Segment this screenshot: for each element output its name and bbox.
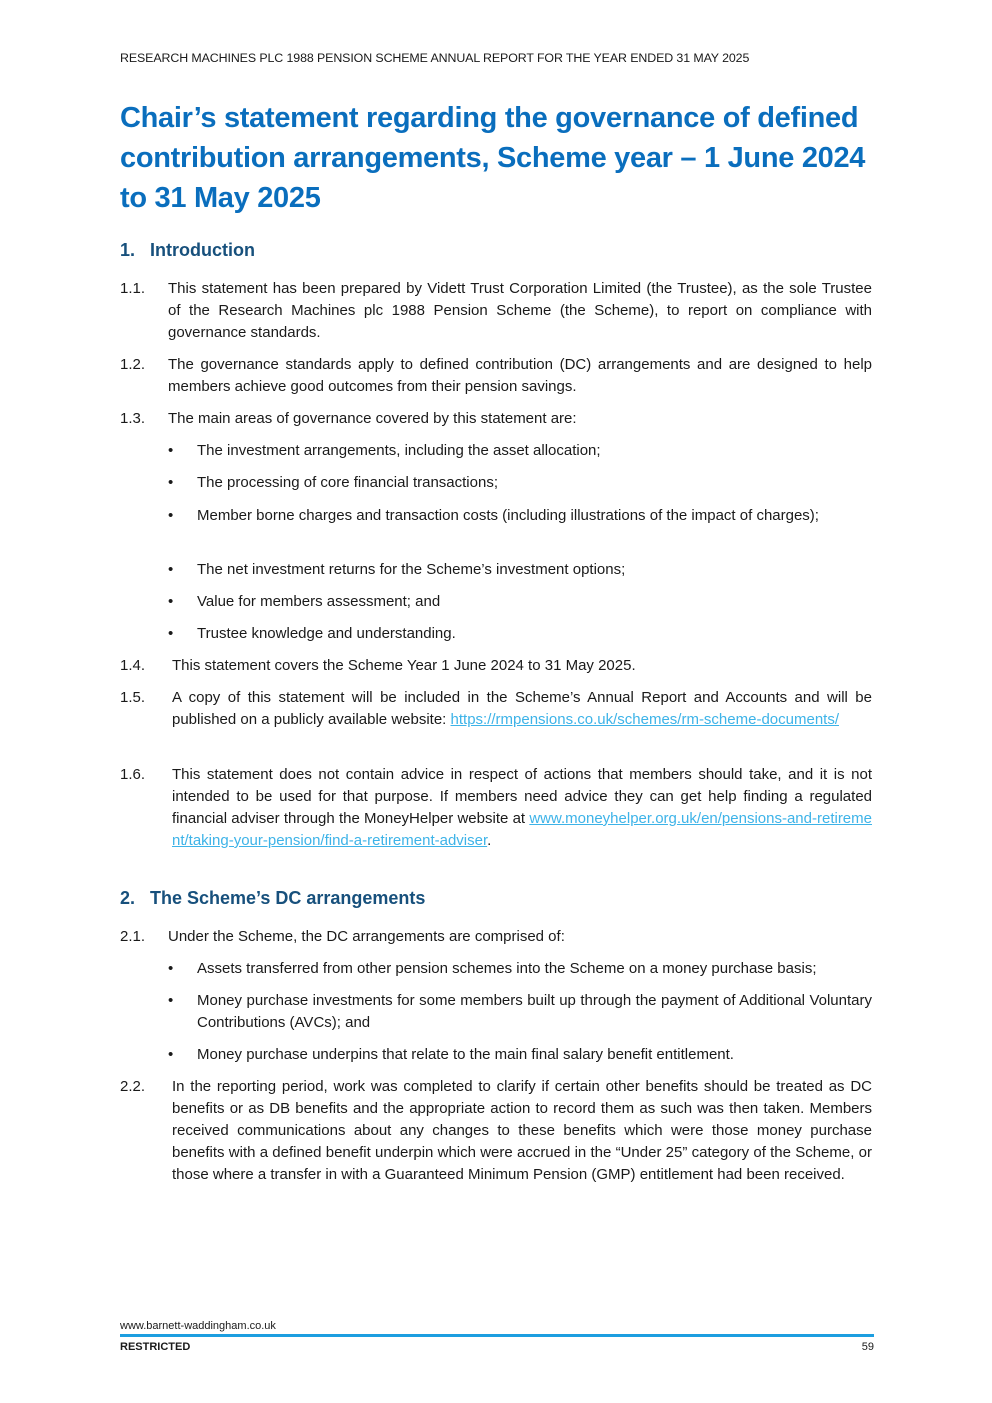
paragraph-1-5: [120, 687, 872, 731]
bullet-item: [168, 440, 872, 462]
section-heading-introduction: [120, 240, 255, 261]
paragraph-text: The governance standards apply to defined contribution (DC) arrangements and are designed to help members achieve good outcomes from their pension savings.: [168, 356, 872, 395]
paragraph-1-6: [120, 764, 872, 852]
paragraph-text: Under the Scheme, the DC arrangements are comprised of:: [168, 928, 565, 945]
paragraph-number: 1.5.: [120, 689, 146, 706]
section-title: Introduction: [150, 240, 255, 260]
classification-label: RESTRICTED: [120, 1341, 191, 1353]
bullet-text: Money purchase underpins that relate to the main final salary benefit entitlement.: [197, 1046, 734, 1063]
bullet-item: [168, 623, 872, 645]
document-title: Chair’s statement regarding the governance of defined contribution arrangements, Scheme year – 1 June 2024 to 31 May 2025: [120, 102, 866, 214]
bullet-text: The processing of core financial transactions;: [197, 474, 498, 491]
bullet-text: Trustee knowledge and understanding.: [197, 625, 456, 642]
bullet-item: [168, 559, 872, 581]
bullet-icon: •: [168, 992, 174, 1009]
paragraph-2-1: [120, 926, 872, 948]
bullet-icon: •: [168, 474, 174, 491]
bullet-item: [168, 472, 872, 494]
bullet-text: Value for members assessment; and: [197, 593, 441, 610]
bullet-text: Member borne charges and transaction costs (including illustrations of the impact of charges);: [197, 507, 819, 524]
paragraph-1-4: [120, 655, 872, 677]
section-number: 2.: [120, 888, 136, 908]
paragraph-text: This statement has been prepared by Vidett Trust Corporation Limited (the Trustee), as the sole Trustee of the Research Machines plc 1988 Pension Scheme (the Scheme), to report on compliance with governance standards.: [168, 280, 872, 341]
bullet-item: [168, 1044, 872, 1066]
paragraph-text: In the reporting period, work was completed to clarify if certain other benefits should be treated as DC benefits or as DB benefits and the appropriate action to record them as such was then taken. Members received communications about any changes to these benefits which were those money purchase benefits with a defined benefit underpin which were accrued in the “Under 25” category of the Scheme, or those where a transfer in with a Guaranteed Minimum Pension (GMP) entitlement had been received.: [172, 1078, 872, 1183]
bullet-item: [168, 958, 872, 980]
paragraph-number: 1.3.: [120, 410, 146, 427]
bullet-text: The net investment returns for the Scheme’s investment options;: [197, 561, 626, 578]
bullet-icon: •: [168, 561, 174, 578]
bullet-icon: •: [168, 960, 174, 977]
paragraph-number: 1.2.: [120, 356, 146, 373]
bullet-icon: •: [168, 442, 174, 459]
section-heading-dc-arrangements: [120, 888, 425, 909]
bullet-text: The investment arrangements, including the asset allocation;: [197, 442, 601, 459]
bullet-item: [168, 591, 872, 613]
paragraph-body: This statement does not contain advice in respect of actions that members should take, and it is not intended to be used for that purpose. If members need advice they can get help finding a regulated financial adviser through the MoneyHelper website at: [172, 766, 872, 827]
section-number: 1.: [120, 240, 136, 260]
paragraph-2-2: [120, 1076, 872, 1186]
paragraph-number: 1.6.: [120, 766, 146, 783]
footer-divider: [120, 1334, 874, 1337]
bullet-icon: •: [168, 593, 174, 610]
paragraph-number: 2.1.: [120, 928, 146, 945]
bullet-item: [168, 990, 872, 1034]
bullet-icon: •: [168, 625, 174, 642]
paragraph-1-2: [120, 354, 872, 398]
bullet-item: [168, 505, 872, 527]
running-header: RESEARCH MACHINES PLC 1988 PENSION SCHEME ANNUAL REPORT FOR THE YEAR ENDED 31 MAY 2025: [120, 51, 750, 65]
bullet-icon: •: [168, 1046, 174, 1063]
paragraph-number: 2.2.: [120, 1078, 146, 1095]
page-number: 59: [861, 1341, 874, 1353]
scheme-documents-link[interactable]: https://rmpensions.co.uk/schemes/rm-scheme-documents/: [450, 711, 839, 728]
paragraph-number: 1.4.: [120, 657, 146, 674]
bullet-icon: •: [168, 507, 174, 524]
bullet-text: Assets transferred from other pension schemes into the Scheme on a money purchase basis;: [197, 960, 817, 977]
paragraph-text: The main areas of governance covered by this statement are:: [168, 410, 577, 427]
paragraph-body: A copy of this statement will be included in the Scheme’s Annual Report and Accounts and will be published on a publicly available website:: [172, 689, 872, 728]
paragraph-text: This statement covers the Scheme Year 1 June 2024 to 31 May 2025.: [172, 657, 636, 674]
paragraph-text: [172, 687, 872, 731]
footer-website: www.barnett-waddingham.co.uk: [120, 1320, 276, 1332]
paragraph-number: 1.1.: [120, 280, 146, 297]
paragraph-1-1: [120, 278, 872, 344]
paragraph-suffix: .: [487, 832, 492, 849]
section-title: The Scheme’s DC arrangements: [150, 888, 426, 908]
paragraph-text: [172, 764, 872, 852]
moneyhelper-link[interactable]: www.moneyhelper.org.uk/en/pensions-and-retirement/taking-your-pension/find-a-retirement-adviser: [172, 810, 872, 849]
paragraph-1-3: [120, 408, 872, 430]
bullet-text: Money purchase investments for some members built up through the payment of Additional Voluntary Contributions (AVCs); and: [197, 992, 872, 1031]
